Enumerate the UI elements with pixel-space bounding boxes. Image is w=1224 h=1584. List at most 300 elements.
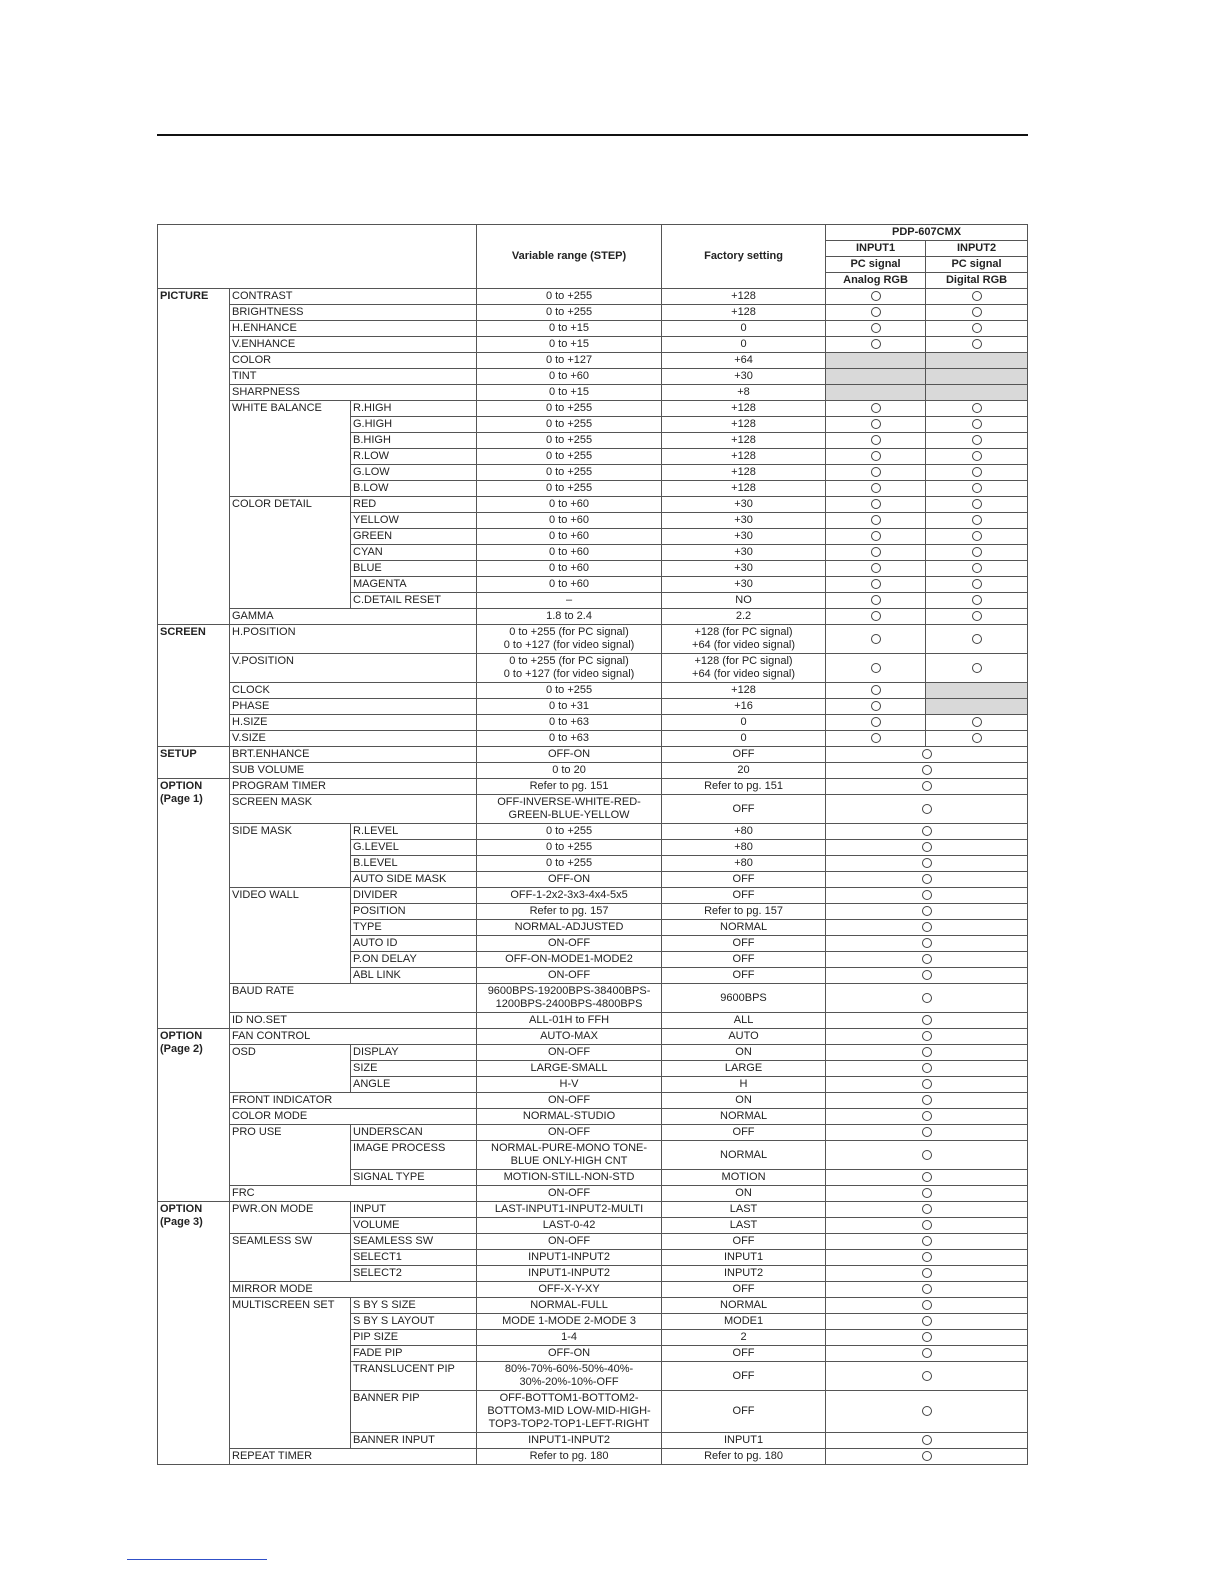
row-factory: +128 [662, 417, 826, 433]
row-factory: OFF [662, 1362, 826, 1391]
row-subitem: R.LOW [351, 449, 477, 465]
row-input2 [926, 654, 1028, 683]
row-input-both [826, 1298, 1028, 1314]
row-subitem: R.HIGH [351, 401, 477, 417]
row-factory: Refer to pg. 151 [662, 779, 826, 795]
supported-circle-icon [922, 826, 932, 836]
supported-circle-icon [922, 1371, 932, 1381]
row-factory: INPUT1 [662, 1433, 826, 1449]
table-row [158, 609, 1028, 625]
row-category: OPTION (Page 2) [158, 1029, 230, 1202]
table-row [158, 1234, 1028, 1250]
row-item: PWR.ON MODE [230, 1202, 351, 1234]
row-range: 0 to +255 [477, 840, 662, 856]
row-input1 [826, 449, 926, 465]
row-input-both [826, 920, 1028, 936]
row-input2 [926, 625, 1028, 654]
row-range: LAST-INPUT1-INPUT2-MULTI [477, 1202, 662, 1218]
table-row [158, 497, 1028, 513]
supported-circle-icon [871, 685, 881, 695]
row-range: 0 to 20 [477, 763, 662, 779]
row-item: FAN CONTROL [230, 1029, 477, 1045]
row-factory: LAST [662, 1218, 826, 1234]
row-factory: +30 [662, 497, 826, 513]
row-subitem: BLUE [351, 561, 477, 577]
row-factory: +30 [662, 545, 826, 561]
row-subitem: FADE PIP [351, 1346, 477, 1362]
row-subitem: AUTO SIDE MASK [351, 872, 477, 888]
row-subitem: DIVIDER [351, 888, 477, 904]
table-row [158, 1449, 1028, 1465]
row-factory: NORMAL [662, 1109, 826, 1125]
supported-circle-icon [922, 1031, 932, 1041]
supported-circle-icon [972, 634, 982, 644]
row-input1 [826, 321, 926, 337]
supported-circle-icon [871, 547, 881, 557]
row-input-both [826, 1330, 1028, 1346]
supported-circle-icon [972, 563, 982, 573]
row-input-both [826, 1170, 1028, 1186]
top-rule [157, 134, 1028, 136]
supported-circle-icon [871, 579, 881, 589]
header-model: PDP-607CMX [826, 225, 1028, 241]
row-subitem: B.LOW [351, 481, 477, 497]
row-input1 [826, 353, 926, 369]
row-factory: OFF [662, 1391, 826, 1433]
row-range: OFF-ON-MODE1-MODE2 [477, 952, 662, 968]
supported-circle-icon [922, 890, 932, 900]
row-item: H.ENHANCE [230, 321, 477, 337]
row-item: OSD [230, 1045, 351, 1093]
row-factory: OFF [662, 1282, 826, 1298]
table-row [158, 321, 1028, 337]
row-range: OFF-X-Y-XY [477, 1282, 662, 1298]
row-factory: NO [662, 593, 826, 609]
row-input2 [926, 683, 1028, 699]
supported-circle-icon [972, 451, 982, 461]
row-factory: MOTION [662, 1170, 826, 1186]
row-input-both [826, 1109, 1028, 1125]
row-input1 [826, 497, 926, 513]
row-range: Refer to pg. 180 [477, 1449, 662, 1465]
row-factory: +128 [662, 305, 826, 321]
row-factory: 2 [662, 1330, 826, 1346]
row-factory: INPUT1 [662, 1250, 826, 1266]
row-input2 [926, 577, 1028, 593]
row-subitem: IMAGE PROCESS [351, 1141, 477, 1170]
row-input2 [926, 561, 1028, 577]
table-row [158, 824, 1028, 840]
table-row [158, 1282, 1028, 1298]
supported-circle-icon [972, 307, 982, 317]
row-factory: LAST [662, 1202, 826, 1218]
row-range: NORMAL-STUDIO [477, 1109, 662, 1125]
table-row [158, 305, 1028, 321]
table-row [158, 699, 1028, 715]
row-range: 0 to +255 [477, 449, 662, 465]
row-factory: LARGE [662, 1061, 826, 1077]
row-item: PROGRAM TIMER [230, 779, 477, 795]
row-factory: OFF [662, 747, 826, 763]
row-category: SETUP [158, 747, 230, 779]
row-input2 [926, 401, 1028, 417]
row-input-both [826, 1362, 1028, 1391]
row-input1 [826, 699, 926, 715]
row-subitem: POSITION [351, 904, 477, 920]
row-factory: ON [662, 1045, 826, 1061]
row-input-both [826, 1093, 1028, 1109]
table-row [158, 715, 1028, 731]
supported-circle-icon [871, 563, 881, 573]
row-range: OFF-1-2x2-3x3-4x4-5x5 [477, 888, 662, 904]
row-input2 [926, 529, 1028, 545]
row-input-both [826, 824, 1028, 840]
header-input1-signal: PC signal [826, 257, 926, 273]
row-factory: +64 [662, 353, 826, 369]
row-input1 [826, 465, 926, 481]
row-range: ON-OFF [477, 936, 662, 952]
table-row [158, 984, 1028, 1013]
supported-circle-icon [871, 307, 881, 317]
table-row [158, 337, 1028, 353]
supported-circle-icon [922, 1348, 932, 1358]
row-range: Refer to pg. 151 [477, 779, 662, 795]
row-range: LAST-0-42 [477, 1218, 662, 1234]
row-range: INPUT1-INPUT2 [477, 1250, 662, 1266]
row-range: 0 to +60 [477, 529, 662, 545]
row-item: SHARPNESS [230, 385, 477, 401]
supported-circle-icon [871, 531, 881, 541]
row-range: 0 to +60 [477, 545, 662, 561]
row-input-both [826, 1013, 1028, 1029]
row-input-both [826, 1141, 1028, 1170]
row-input2 [926, 353, 1028, 369]
row-item: SCREEN MASK [230, 795, 477, 824]
row-input-both [826, 856, 1028, 872]
row-input1 [826, 385, 926, 401]
row-factory: 0 [662, 715, 826, 731]
row-factory: +128 [662, 683, 826, 699]
row-item: PRO USE [230, 1125, 351, 1186]
row-item: COLOR DETAIL [230, 497, 351, 609]
row-input-both [826, 763, 1028, 779]
table-row [158, 1202, 1028, 1218]
supported-circle-icon [972, 403, 982, 413]
row-input2 [926, 497, 1028, 513]
row-item: COLOR MODE [230, 1109, 477, 1125]
row-range: 1-4 [477, 1330, 662, 1346]
row-input-both [826, 1186, 1028, 1202]
row-input-both [826, 1433, 1028, 1449]
row-subitem: GREEN [351, 529, 477, 545]
row-range: 0 to +60 [477, 513, 662, 529]
supported-circle-icon [922, 1127, 932, 1137]
row-input-both [826, 1391, 1028, 1433]
table-row [158, 763, 1028, 779]
row-input1 [826, 337, 926, 353]
row-range: 0 to +255 [477, 433, 662, 449]
row-input-both [826, 952, 1028, 968]
row-input-both [826, 1029, 1028, 1045]
table-row [158, 747, 1028, 763]
supported-circle-icon [922, 1435, 932, 1445]
row-factory: 20 [662, 763, 826, 779]
row-item: CONTRAST [230, 289, 477, 305]
table-row [158, 779, 1028, 795]
row-range: ON-OFF [477, 1234, 662, 1250]
row-factory: +128 [662, 401, 826, 417]
supported-circle-icon [922, 749, 932, 759]
supported-circle-icon [972, 733, 982, 743]
supported-circle-icon [922, 970, 932, 980]
row-range: 1.8 to 2.4 [477, 609, 662, 625]
row-factory: Refer to pg. 180 [662, 1449, 826, 1465]
row-input-both [826, 888, 1028, 904]
row-input2 [926, 289, 1028, 305]
row-factory: 0 [662, 731, 826, 747]
row-input-both [826, 779, 1028, 795]
row-range: 0 to +255 [477, 683, 662, 699]
row-item: SUB VOLUME [230, 763, 477, 779]
row-range: 0 to +255 [477, 465, 662, 481]
table-row [158, 1029, 1028, 1045]
row-input-both [826, 872, 1028, 888]
table-row [158, 353, 1028, 369]
supported-circle-icon [922, 1252, 932, 1262]
supported-circle-icon [922, 781, 932, 791]
row-range: OFF-INVERSE-WHITE-RED- GREEN-BLUE-YELLOW [477, 795, 662, 824]
row-item: BRIGHTNESS [230, 305, 477, 321]
row-range: ON-OFF [477, 1093, 662, 1109]
supported-circle-icon [922, 938, 932, 948]
row-factory: 0 [662, 337, 826, 353]
row-range: 0 to +255 (for PC signal) 0 to +127 (for video signal) [477, 654, 662, 683]
table-row [158, 625, 1028, 654]
row-factory: OFF [662, 952, 826, 968]
table-row [158, 1125, 1028, 1141]
row-range: 0 to +255 [477, 856, 662, 872]
row-item: GAMMA [230, 609, 477, 625]
row-range: OFF-ON [477, 872, 662, 888]
row-factory: OFF [662, 795, 826, 824]
row-input2 [926, 731, 1028, 747]
supported-circle-icon [922, 1451, 932, 1461]
row-input2 [926, 465, 1028, 481]
header-input2-signal: PC signal [926, 257, 1028, 273]
row-item: FRC [230, 1186, 477, 1202]
supported-circle-icon [922, 1300, 932, 1310]
supported-circle-icon [871, 291, 881, 301]
row-input1 [826, 417, 926, 433]
table-row [158, 1093, 1028, 1109]
row-factory: OFF [662, 968, 826, 984]
row-factory: +30 [662, 513, 826, 529]
table-row [158, 1186, 1028, 1202]
row-input2 [926, 385, 1028, 401]
row-input1 [826, 683, 926, 699]
row-input2 [926, 545, 1028, 561]
row-input1 [826, 305, 926, 321]
row-subitem: SIGNAL TYPE [351, 1170, 477, 1186]
row-item: V.SIZE [230, 731, 477, 747]
table-row [158, 795, 1028, 824]
row-category: OPTION (Page 3) [158, 1202, 230, 1465]
row-factory: OFF [662, 1234, 826, 1250]
row-input-both [826, 1061, 1028, 1077]
supported-circle-icon [922, 1236, 932, 1246]
row-factory: ON [662, 1186, 826, 1202]
supported-circle-icon [922, 1095, 932, 1105]
supported-circle-icon [922, 1079, 932, 1089]
row-range: MODE 1-MODE 2-MODE 3 [477, 1314, 662, 1330]
row-input-both [826, 747, 1028, 763]
table-row [158, 1045, 1028, 1061]
supported-circle-icon [922, 1188, 932, 1198]
row-subitem: INPUT [351, 1202, 477, 1218]
row-range: 0 to +15 [477, 385, 662, 401]
row-input2 [926, 593, 1028, 609]
row-factory: +128 [662, 465, 826, 481]
row-input1 [826, 433, 926, 449]
row-input-both [826, 1234, 1028, 1250]
row-input1 [826, 481, 926, 497]
row-range: 0 to +60 [477, 369, 662, 385]
row-subitem: MAGENTA [351, 577, 477, 593]
row-factory: Refer to pg. 157 [662, 904, 826, 920]
row-input1 [826, 529, 926, 545]
row-factory: MODE1 [662, 1314, 826, 1330]
row-factory: OFF [662, 888, 826, 904]
row-input2 [926, 337, 1028, 353]
row-input-both [826, 904, 1028, 920]
supported-circle-icon [871, 451, 881, 461]
row-input-both [826, 840, 1028, 856]
row-range: OFF-BOTTOM1-BOTTOM2- BOTTOM3-MID LOW-MID-HIGH- TOP3-TOP2-TOP1-LEFT-RIGHT [477, 1391, 662, 1433]
row-range: 0 to +15 [477, 337, 662, 353]
row-input1 [826, 654, 926, 683]
row-input1 [826, 401, 926, 417]
row-input-both [826, 1202, 1028, 1218]
supported-circle-icon [922, 1111, 932, 1121]
footer-link-underline [127, 1559, 267, 1560]
row-item: MIRROR MODE [230, 1282, 477, 1298]
supported-circle-icon [972, 483, 982, 493]
header-factory-setting: Factory setting [662, 225, 826, 289]
row-input1 [826, 369, 926, 385]
row-input2 [926, 449, 1028, 465]
row-input1 [826, 609, 926, 625]
row-category: PICTURE [158, 289, 230, 625]
row-factory: +16 [662, 699, 826, 715]
supported-circle-icon [871, 339, 881, 349]
row-item: H.POSITION [230, 625, 477, 654]
row-input-both [826, 968, 1028, 984]
row-range: – [477, 593, 662, 609]
row-range: NORMAL-PURE-MONO TONE- BLUE ONLY-HIGH CNT [477, 1141, 662, 1170]
supported-circle-icon [922, 1268, 932, 1278]
row-subitem: BANNER INPUT [351, 1433, 477, 1449]
row-range: 0 to +255 (for PC signal) 0 to +127 (for video signal) [477, 625, 662, 654]
row-factory: OFF [662, 1346, 826, 1362]
row-range: Refer to pg. 157 [477, 904, 662, 920]
supported-circle-icon [972, 717, 982, 727]
row-input-both [826, 1045, 1028, 1061]
row-factory: +80 [662, 840, 826, 856]
row-range: AUTO-MAX [477, 1029, 662, 1045]
supported-circle-icon [922, 1172, 932, 1182]
row-range: 9600BPS-19200BPS-38400BPS- 1200BPS-2400BPS-4800BPS [477, 984, 662, 1013]
supported-circle-icon [871, 435, 881, 445]
row-input-both [826, 1266, 1028, 1282]
supported-circle-icon [922, 1220, 932, 1230]
row-input-both [826, 1346, 1028, 1362]
row-range: ON-OFF [477, 1125, 662, 1141]
row-subitem: PIP SIZE [351, 1330, 477, 1346]
row-range: 0 to +60 [477, 577, 662, 593]
row-category: OPTION (Page 1) [158, 779, 230, 1029]
row-range: INPUT1-INPUT2 [477, 1266, 662, 1282]
row-range: 0 to +127 [477, 353, 662, 369]
supported-circle-icon [922, 858, 932, 868]
row-item: TINT [230, 369, 477, 385]
row-range: 0 to +60 [477, 561, 662, 577]
row-factory: +80 [662, 856, 826, 872]
row-range: 0 to +60 [477, 497, 662, 513]
row-factory: NORMAL [662, 920, 826, 936]
row-input1 [826, 731, 926, 747]
row-item: H.SIZE [230, 715, 477, 731]
row-factory: NORMAL [662, 1141, 826, 1170]
row-subitem: ANGLE [351, 1077, 477, 1093]
row-subitem: RED [351, 497, 477, 513]
row-factory: +128 [662, 289, 826, 305]
row-factory: 2.2 [662, 609, 826, 625]
header-input1-type: Analog RGB [826, 273, 926, 289]
row-input1 [826, 289, 926, 305]
supported-circle-icon [871, 717, 881, 727]
row-subitem: TRANSLUCENT PIP [351, 1362, 477, 1391]
row-range: NORMAL-ADJUSTED [477, 920, 662, 936]
row-item: VIDEO WALL [230, 888, 351, 984]
row-factory: +128 (for PC signal) +64 (for video signal) [662, 625, 826, 654]
row-range: NORMAL-FULL [477, 1298, 662, 1314]
row-range: INPUT1-INPUT2 [477, 1433, 662, 1449]
row-item: COLOR [230, 353, 477, 369]
row-range: ALL-01H to FFH [477, 1013, 662, 1029]
row-input-both [826, 1250, 1028, 1266]
supported-circle-icon [972, 291, 982, 301]
supported-circle-icon [871, 323, 881, 333]
row-range: 0 to +255 [477, 417, 662, 433]
supported-circle-icon [972, 419, 982, 429]
row-subitem: G.LEVEL [351, 840, 477, 856]
row-item: SIDE MASK [230, 824, 351, 888]
row-range: ON-OFF [477, 1045, 662, 1061]
table-row [158, 289, 1028, 305]
row-input2 [926, 305, 1028, 321]
row-factory: ALL [662, 1013, 826, 1029]
row-input-both [826, 1125, 1028, 1141]
header-input2: INPUT2 [926, 241, 1028, 257]
row-factory: OFF [662, 1125, 826, 1141]
table-row [158, 369, 1028, 385]
row-item: V.POSITION [230, 654, 477, 683]
row-factory: AUTO [662, 1029, 826, 1045]
row-subitem: AUTO ID [351, 936, 477, 952]
row-range: 0 to +63 [477, 731, 662, 747]
row-input2 [926, 321, 1028, 337]
row-subitem: C.DETAIL RESET [351, 593, 477, 609]
